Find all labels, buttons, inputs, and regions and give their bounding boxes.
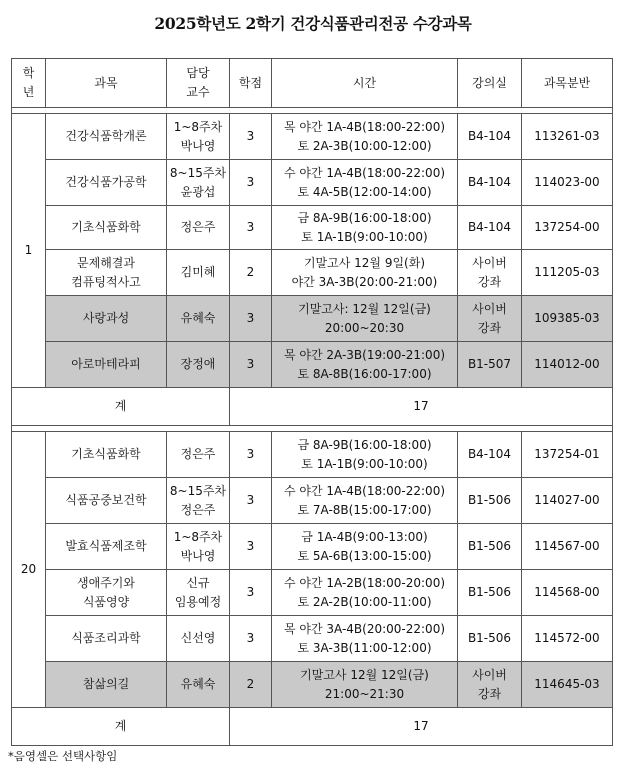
course-code-text: 114023-00	[534, 175, 600, 190]
year1-year-label: 1	[12, 114, 46, 388]
credits	[230, 114, 272, 160]
header-year-text: 년	[22, 85, 35, 99]
professor-text: 1~8주차	[173, 119, 223, 134]
course-row	[12, 342, 613, 388]
time-slot-text: 21:00~21:30	[324, 686, 405, 701]
room	[458, 570, 522, 616]
time-slot-text: 목 야간 2A-3B(19:00-21:00)	[283, 347, 446, 362]
header-credits: 학점	[230, 59, 272, 108]
credits	[230, 296, 272, 342]
course-row	[12, 478, 613, 524]
professor-text: 유혜숙	[180, 677, 216, 692]
course-name-text: 기초식품화학	[71, 220, 141, 235]
credits-text: 3	[246, 631, 255, 646]
year2-year-label: 20	[12, 432, 46, 708]
credits	[230, 478, 272, 524]
time-slot	[272, 250, 458, 296]
course-code	[522, 160, 613, 206]
time-slot	[272, 662, 458, 708]
room	[458, 524, 522, 570]
professor	[167, 342, 230, 388]
credits-text: 3	[246, 585, 255, 600]
year1-total-value: 17	[230, 388, 613, 426]
course-name	[46, 524, 167, 570]
professor-text: 신선영	[180, 631, 216, 646]
room-text: B1-506	[467, 493, 512, 508]
professor-text: 장정애	[180, 357, 216, 372]
time-slot-text: 기말고사: 12월 12일(금)	[298, 301, 431, 316]
credits	[230, 616, 272, 662]
course-code	[522, 478, 613, 524]
course-code	[522, 524, 613, 570]
professor-text: 8~15주차	[169, 483, 227, 498]
credits	[230, 570, 272, 616]
credits-text: 3	[246, 539, 255, 554]
room	[458, 250, 522, 296]
time-slot-text: 금 8A-9B(16:00-18:00)	[297, 437, 432, 452]
course-code-text: 137254-00	[534, 220, 600, 235]
time-slot-text: 수 야간 1A-4B(18:00-22:00)	[283, 483, 446, 498]
time-slot	[272, 206, 458, 250]
credits	[230, 662, 272, 708]
time-slot-text: 기말고사 12월 12일(금)	[300, 667, 429, 682]
course-name-text: 건강식품학개론	[65, 129, 147, 144]
course-name-text: 기초식품화학	[71, 447, 141, 462]
header-professor-text: 담당	[186, 66, 210, 81]
room	[458, 296, 522, 342]
course-code	[522, 114, 613, 160]
professor	[167, 114, 230, 160]
header-room: 강의실	[458, 59, 522, 108]
course-name	[46, 342, 167, 388]
credits	[230, 206, 272, 250]
course-name-text: 문제해결과	[77, 255, 135, 270]
course-code	[522, 250, 613, 296]
professor-text: 신규	[186, 575, 210, 590]
course-row	[12, 524, 613, 570]
course-name	[46, 114, 167, 160]
room-text: B4-104	[467, 175, 512, 190]
time-slot-text: 토 7A-8B(15:00-17:00)	[297, 502, 432, 517]
time-slot	[272, 114, 458, 160]
room	[458, 478, 522, 524]
professor	[167, 296, 230, 342]
time-slot	[272, 342, 458, 388]
room-text: 사이버	[472, 255, 507, 270]
room	[458, 432, 522, 478]
professor-text: 정은주	[180, 447, 216, 462]
professor-text: 정은주	[180, 502, 216, 517]
year2-total-value: 17	[230, 708, 613, 746]
room	[458, 616, 522, 662]
header-professor	[167, 59, 230, 108]
course-name	[46, 570, 167, 616]
course-name	[46, 478, 167, 524]
time-slot-text: 토 2A-2B(10:00-11:00)	[297, 594, 432, 609]
header-professor-text: 교수	[186, 85, 210, 99]
course-row	[12, 250, 613, 296]
course-code-text: 109385-03	[534, 311, 600, 326]
time-slot	[272, 160, 458, 206]
room	[458, 342, 522, 388]
credits-text: 3	[246, 493, 255, 508]
room-text: B4-104	[467, 220, 512, 235]
course-code-text: 114567-00	[534, 539, 600, 554]
credits-text: 3	[246, 311, 255, 326]
time-slot-text: 목 야간 3A-4B(20:00-22:00)	[283, 621, 446, 636]
credits-text: 3	[246, 357, 255, 372]
course-name-text: 사랑과성	[82, 311, 130, 326]
course-name	[46, 662, 167, 708]
course-name	[46, 206, 167, 250]
course-row	[12, 160, 613, 206]
time-slot-text: 야간 3A-3B(20:00-21:00)	[291, 274, 438, 289]
time-slot-text: 20:00~20:30	[324, 320, 405, 335]
year2-total-row	[12, 708, 613, 746]
course-row	[12, 206, 613, 250]
course-name-text: 아로마테라피	[71, 357, 141, 372]
professor-text: 8~15주차	[169, 165, 227, 180]
professor-text: 정은주	[180, 220, 216, 235]
course-code-text: 114572-00	[534, 631, 600, 646]
time-slot-text: 토 1A-1B(9:00-10:00)	[301, 456, 428, 471]
credits-text: 3	[246, 447, 255, 462]
professor-text: 임용예정	[174, 594, 222, 609]
professor	[167, 250, 230, 296]
course-code	[522, 206, 613, 250]
room-text: B1-506	[467, 539, 512, 554]
year2-section	[12, 432, 613, 746]
header-year	[12, 59, 46, 108]
room	[458, 206, 522, 250]
header-course: 과목	[46, 59, 167, 108]
course-row	[12, 296, 613, 342]
course-row	[12, 616, 613, 662]
course-name	[46, 296, 167, 342]
room-text: 강좌	[477, 274, 502, 289]
time-slot-text: 수 야간 1A-2B(18:00-20:00)	[283, 575, 446, 590]
course-code-text: 114568-00	[534, 585, 600, 600]
course-row	[12, 114, 613, 160]
course-code-text: 111205-03	[534, 265, 600, 280]
course-code	[522, 432, 613, 478]
time-slot	[272, 478, 458, 524]
course-name	[46, 250, 167, 296]
room-text: 강좌	[477, 686, 502, 701]
credits-text: 2	[246, 677, 255, 692]
professor-text: 박나영	[180, 548, 216, 563]
course-schedule-table	[11, 58, 613, 746]
time-slot-text: 토 4A-5B(12:00-14:00)	[297, 184, 432, 199]
course-row	[12, 662, 613, 708]
room-text: B4-104	[467, 447, 512, 462]
page-title: 2025학년도 2학기 건강식품관리전공 수강과목	[154, 14, 472, 33]
course-name-text: 컴퓨팅적사고	[71, 274, 141, 289]
professor-text: 윤광섭	[180, 184, 216, 199]
room-text: 강좌	[477, 320, 502, 335]
room-text: B1-507	[467, 357, 512, 372]
room	[458, 160, 522, 206]
course-name	[46, 432, 167, 478]
professor-text: 유혜숙	[180, 311, 216, 326]
credits	[230, 432, 272, 478]
professor	[167, 662, 230, 708]
course-name	[46, 160, 167, 206]
professor-text: 1~8주차	[173, 529, 223, 544]
course-code-text: 137254-01	[534, 447, 600, 462]
course-code	[522, 570, 613, 616]
time-slot	[272, 432, 458, 478]
professor	[167, 616, 230, 662]
credits-text: 3	[246, 175, 255, 190]
year1-total-row	[12, 388, 613, 426]
time-slot-text: 금 1A-4B(9:00-13:00)	[301, 529, 428, 544]
course-code-text: 113261-03	[534, 129, 600, 144]
professor	[167, 524, 230, 570]
room	[458, 662, 522, 708]
year1-section	[12, 114, 613, 432]
credits	[230, 524, 272, 570]
professor	[167, 432, 230, 478]
professor	[167, 160, 230, 206]
header-year-text: 학	[22, 66, 35, 81]
professor-text: 박나영	[180, 138, 216, 153]
room	[458, 114, 522, 160]
header-code: 과목분반	[522, 59, 613, 108]
room-text: B1-506	[467, 631, 512, 646]
course-code-text: 114027-00	[534, 493, 600, 508]
time-slot-text: 금 8A-9B(16:00-18:00)	[297, 210, 432, 225]
time-slot-text: 목 야간 1A-4B(18:00-22:00)	[283, 119, 446, 134]
credits-text: 2	[246, 265, 255, 280]
professor	[167, 570, 230, 616]
room-text: 사이버	[472, 301, 507, 316]
course-name-text: 식품영양	[82, 594, 130, 609]
course-row	[12, 432, 613, 478]
course-name-text: 참삶의길	[82, 677, 130, 692]
course-row	[12, 570, 613, 616]
course-code-text: 114645-03	[534, 677, 600, 692]
course-name-text: 식품공중보건학	[65, 493, 147, 508]
time-slot	[272, 524, 458, 570]
course-name-text: 건강식품가공학	[65, 175, 147, 190]
time-slot	[272, 616, 458, 662]
time-slot-text: 토 8A-8B(16:00-17:00)	[297, 366, 432, 381]
time-slot-text: 토 2A-3B(10:00-12:00)	[297, 138, 432, 153]
credits	[230, 160, 272, 206]
course-name	[46, 616, 167, 662]
credits-text: 3	[246, 129, 255, 144]
time-slot-text: 기말고사 12월 9일(화)	[303, 255, 426, 270]
header-row	[12, 59, 613, 108]
professor	[167, 478, 230, 524]
time-slot-text: 토 3A-3B(11:00-12:00)	[297, 640, 432, 655]
professor	[167, 206, 230, 250]
course-name-text: 식품조리과학	[71, 631, 141, 646]
credits-text: 3	[246, 220, 255, 235]
year2-total-label: 계	[12, 708, 230, 746]
course-code	[522, 616, 613, 662]
year1-total-label: 계	[12, 388, 230, 426]
room-text: 사이버	[472, 667, 507, 682]
room-text: B1-506	[467, 585, 512, 600]
footnote: *음영셀은 선택사항임	[8, 749, 118, 763]
professor-text: 김미혜	[180, 265, 216, 280]
credits	[230, 342, 272, 388]
course-code-text: 114012-00	[534, 357, 600, 372]
time-slot-text: 수 야간 1A-4B(18:00-22:00)	[283, 165, 446, 180]
time-slot	[272, 570, 458, 616]
room-text: B4-104	[467, 129, 512, 144]
credits	[230, 250, 272, 296]
course-name-text: 발효식품제조학	[65, 539, 147, 554]
course-code	[522, 662, 613, 708]
time-slot-text: 토 1A-1B(9:00-10:00)	[301, 229, 428, 244]
course-code	[522, 342, 613, 388]
course-code	[522, 296, 613, 342]
header-time: 시간	[272, 59, 458, 108]
time-slot	[272, 296, 458, 342]
time-slot-text: 토 5A-6B(13:00-15:00)	[297, 548, 432, 563]
course-name-text: 생애주기와	[77, 575, 135, 590]
